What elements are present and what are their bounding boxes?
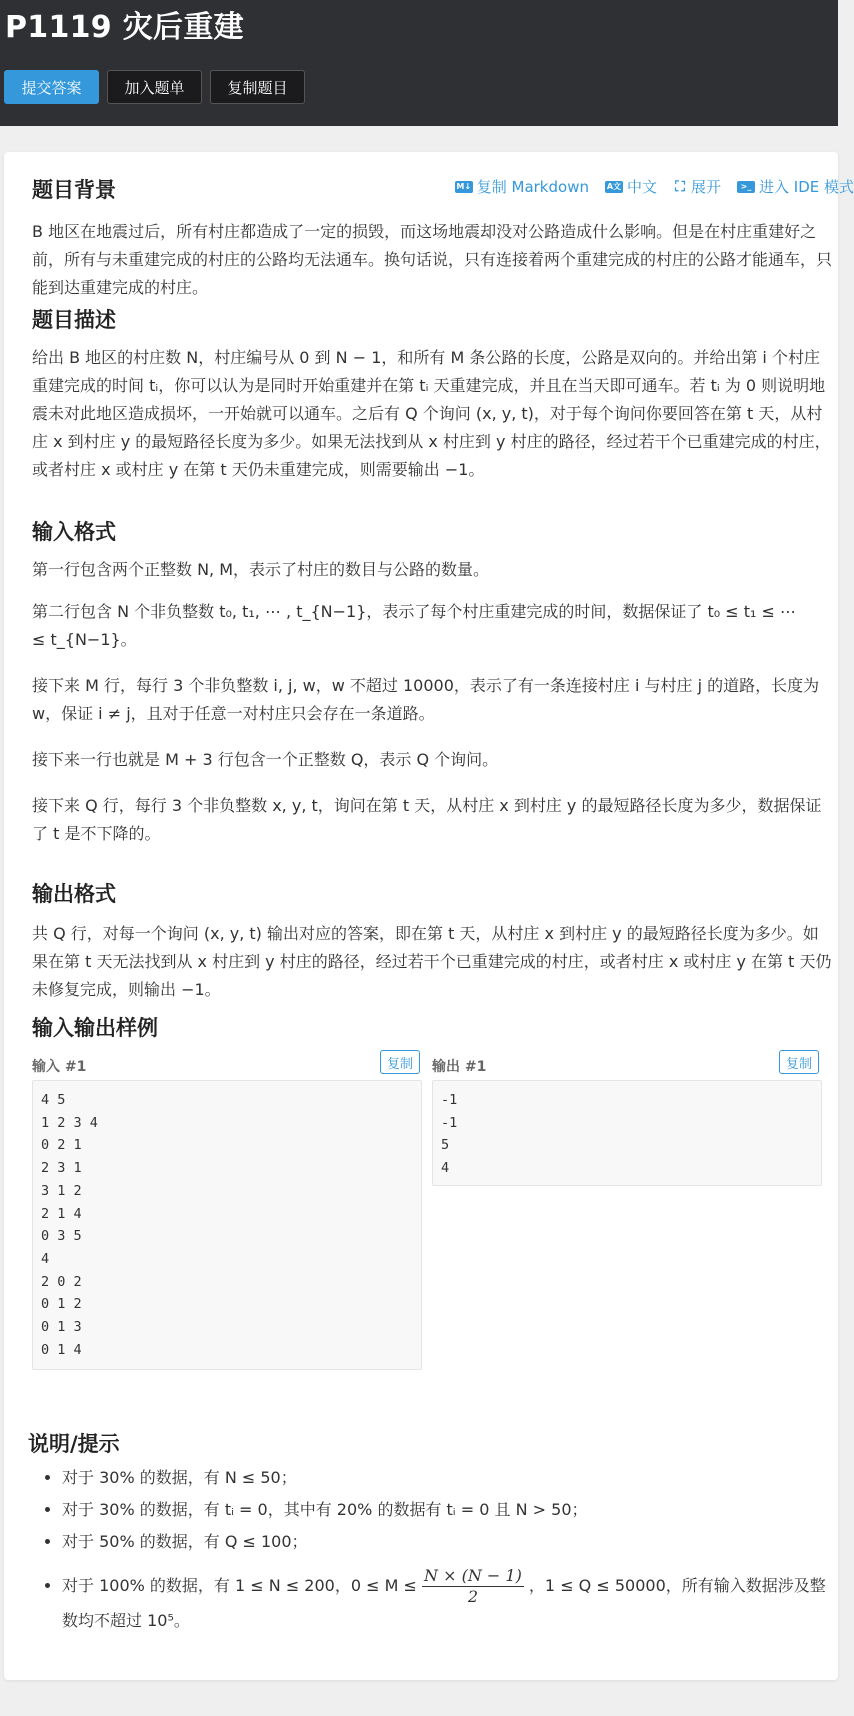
hint-item xyxy=(62,1566,828,1635)
description-heading: 题目描述 xyxy=(32,308,116,332)
hints-list xyxy=(28,1462,828,1635)
input-paragraph: 接下来 Q 行，每行 3 个非负整数 x, y, t，询问在第 t 天，从村庄 x 到村庄 y 的最短路径长度为多少，数据保证了 t 是不下降的。 xyxy=(32,796,822,843)
ide-mode-link[interactable]: >_ 进入 IDE 模式 xyxy=(737,176,854,197)
copy-problem-button[interactable]: 复制题目 xyxy=(210,70,305,104)
description-text: 给出 B 地区的村庄数 N，村庄编号从 0 到 N − 1，和所有 M 条公路的长度，公路是双向的。并给出第 i 个村庄重建完成的时间 tᵢ，你可以认为是同时开始重建并在第 tᵢ 天重建完成，并且在当天即可通车。若 tᵢ 为 0 则说明地震未对此地区造成损坏，一开始就可以通车。之后有 Q 个询问 (x, y, t)，对于每个询问你要回答在第 t 天，从村庄 x 到村庄 y 的最短路径长度为多少。如果无法找到从 x 村庄到 y 村庄的路径，经过若干个已重建完成的村庄，或者村庄 x 或村庄 y 在第 t 天仍未重建完成，则需要输出 −1。 xyxy=(32,348,831,479)
language-link[interactable]: A文 中文 xyxy=(606,178,657,196)
action-buttons xyxy=(4,70,305,104)
hints-heading: 说明/提示 xyxy=(28,1432,120,1456)
input-paragraph: 第二行包含 N 个非负整数 t₀, t₁, ⋯ , t_{N−1}，表示了每个村庄重建完成的时间，数据保证了 t₀ ≤ t₁ ≤ ⋯ ≤ t_{N−1}。 xyxy=(32,602,797,649)
sample-input-label: 输入 #1 xyxy=(32,1059,87,1075)
problem-toolbar xyxy=(455,176,854,197)
sample-output-label: 输出 #1 xyxy=(432,1059,487,1075)
submit-answer-button[interactable]: 提交答案 xyxy=(4,70,99,104)
page-title: P1119 灾后重建 xyxy=(5,10,244,45)
hint-item: • 对于 30% 的数据，有 tᵢ = 0，其中有 20% 的数据有 tᵢ = 0 且 N > 50； xyxy=(62,1494,828,1526)
copy-input-button[interactable]: 复制 xyxy=(380,1050,420,1074)
samples-heading: 输入输出样例 xyxy=(32,1016,158,1040)
add-to-list-button[interactable]: 加入题单 xyxy=(107,70,202,104)
background-text: B 地区在地震过后，所有村庄都造成了一定的损毁，而这场地震却没对公路造成什么影响。但是在村庄重建好之前，所有与未重建完成的村庄的公路均无法通车。换句话说，只有连接着两个重建完成的村庄的公路才能通车，只能到达重建完成的村庄。 xyxy=(32,222,833,297)
terminal-icon: >_ xyxy=(737,181,755,193)
copy-markdown-link[interactable]: M↓ 复制 Markdown xyxy=(456,178,589,196)
hints-section xyxy=(28,1462,828,1635)
copy-output-button[interactable]: 复制 xyxy=(779,1050,819,1074)
problem-card xyxy=(4,152,854,1680)
input-format-heading: 输入格式 xyxy=(32,520,116,544)
input-paragraph: 接下来 M 行，每行 3 个非负整数 i, j, w，w 不超过 10000，表示了有一条连接村庄 i 与村庄 j 的道路，长度为 w，保证 i ≠ j，且对于任意一对村庄只会存在一条道路。 xyxy=(32,676,820,723)
problem-header xyxy=(0,0,838,126)
markdown-icon: M↓ xyxy=(456,181,472,191)
output-format-heading: 输出格式 xyxy=(32,882,116,906)
input-paragraph: 接下来一行也就是 M + 3 行包含一个正整数 Q，表示 Q 个询问。 xyxy=(32,750,499,769)
expand-link[interactable]: ⛶ 展开 xyxy=(673,176,721,197)
hint-last-suffix: ，1 ≤ Q ≤ 50000，所有输入数据涉及整数均不超过 10⁵。 xyxy=(62,1576,826,1630)
translate-icon: A文 xyxy=(606,181,622,191)
expand-icon: ⛶ xyxy=(675,178,685,195)
input-paragraph: 第一行包含两个正整数 N, M，表示了村庄的数目与公路的数量。 xyxy=(32,560,490,579)
fraction-denominator: 2 xyxy=(467,1587,478,1606)
sample-input-box[interactable]: 4 5 1 2 3 4 0 2 1 2 3 1 3 1 2 2 1 4 0 3 5 4 2 0 2 0 1 2 0 1 3 0 1 4 xyxy=(32,1080,422,1370)
hint-last-prefix: 对于 100% 的数据，有 1 ≤ N ≤ 200，0 ≤ M ≤ xyxy=(62,1576,417,1595)
hint-item: • 对于 30% 的数据，有 N ≤ 50； xyxy=(62,1462,828,1494)
output-format-text: 共 Q 行，对每一个询问 (x, y, t) 输出对应的答案，即在第 t 天，从村庄 x 到村庄 y 的最短路径长度为多少。如果在第 t 天无法找到从 x 村庄到 y 村庄的路径，经过若干个已重建完成的村庄，或者村庄 x 或村庄 y 在第 t 天仍未修复完成，则输出 −1。 xyxy=(32,924,832,999)
hint-item: • 对于 50% 的数据，有 Q ≤ 100； xyxy=(62,1526,828,1558)
fraction-numerator: N × (N − 1) xyxy=(424,1566,522,1585)
sample-output-box[interactable]: -1 -1 5 4 xyxy=(432,1080,822,1186)
background-heading: 题目背景 xyxy=(32,178,116,202)
hint-fraction xyxy=(422,1566,524,1607)
